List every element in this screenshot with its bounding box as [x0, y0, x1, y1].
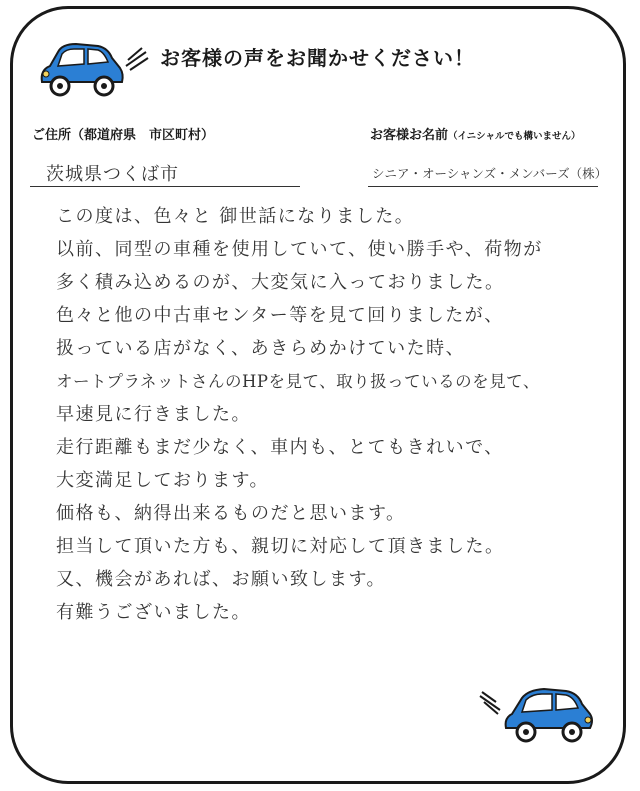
page-title: お客様の声をお聞かせください！	[160, 46, 475, 70]
message-body	[56, 200, 616, 629]
car-icon	[502, 684, 594, 748]
message-line: 多く積み込めるのが、大変気に入っておりました。	[56, 272, 505, 293]
speed-lines-icon	[478, 690, 504, 718]
name-value: シニア・オーシャンズ・メンバーズ（株）	[372, 166, 608, 181]
car-icon	[36, 40, 126, 102]
address-label: ご住所（都道府県 市区町村）	[32, 128, 215, 143]
message-line: 早速見に行きました。	[56, 404, 251, 425]
message-line: 有難うございました。	[56, 602, 251, 623]
name-label-text: お客様お名前	[370, 128, 449, 143]
name-label-note: （イニシャルでも構いません）	[448, 131, 581, 142]
message-line: 走行距離もまだ少なく、車内も、とてもきれいで、	[56, 437, 504, 458]
name-label	[370, 124, 580, 143]
message-line: 色々と他の中古車センター等を見て回りましたが、	[56, 305, 504, 326]
address-underline	[30, 186, 300, 187]
message-line: この度は、色々と 御世話になりました。	[56, 206, 415, 227]
message-line: 以前、同型の車種を使用していて、使い勝手や、荷物が	[56, 239, 543, 260]
message-line: 扱っている店がなく、あきらめかけていた時、	[56, 338, 466, 359]
message-line: 大変満足しております。	[56, 470, 270, 491]
message-line: 又、機会があれば、お願い致します。	[56, 569, 387, 590]
speed-lines-icon	[124, 44, 150, 72]
address-value: 茨城県つくば市	[46, 164, 179, 185]
message-line: 価格も、納得出来るものだと思います。	[56, 503, 406, 524]
message-line: 担当して頂いた方も、親切に対応して頂きました。	[56, 536, 505, 557]
message-line: オートプラネットさんのHPを見て、取り扱っているのを見て、	[56, 372, 540, 391]
name-underline	[368, 186, 598, 187]
